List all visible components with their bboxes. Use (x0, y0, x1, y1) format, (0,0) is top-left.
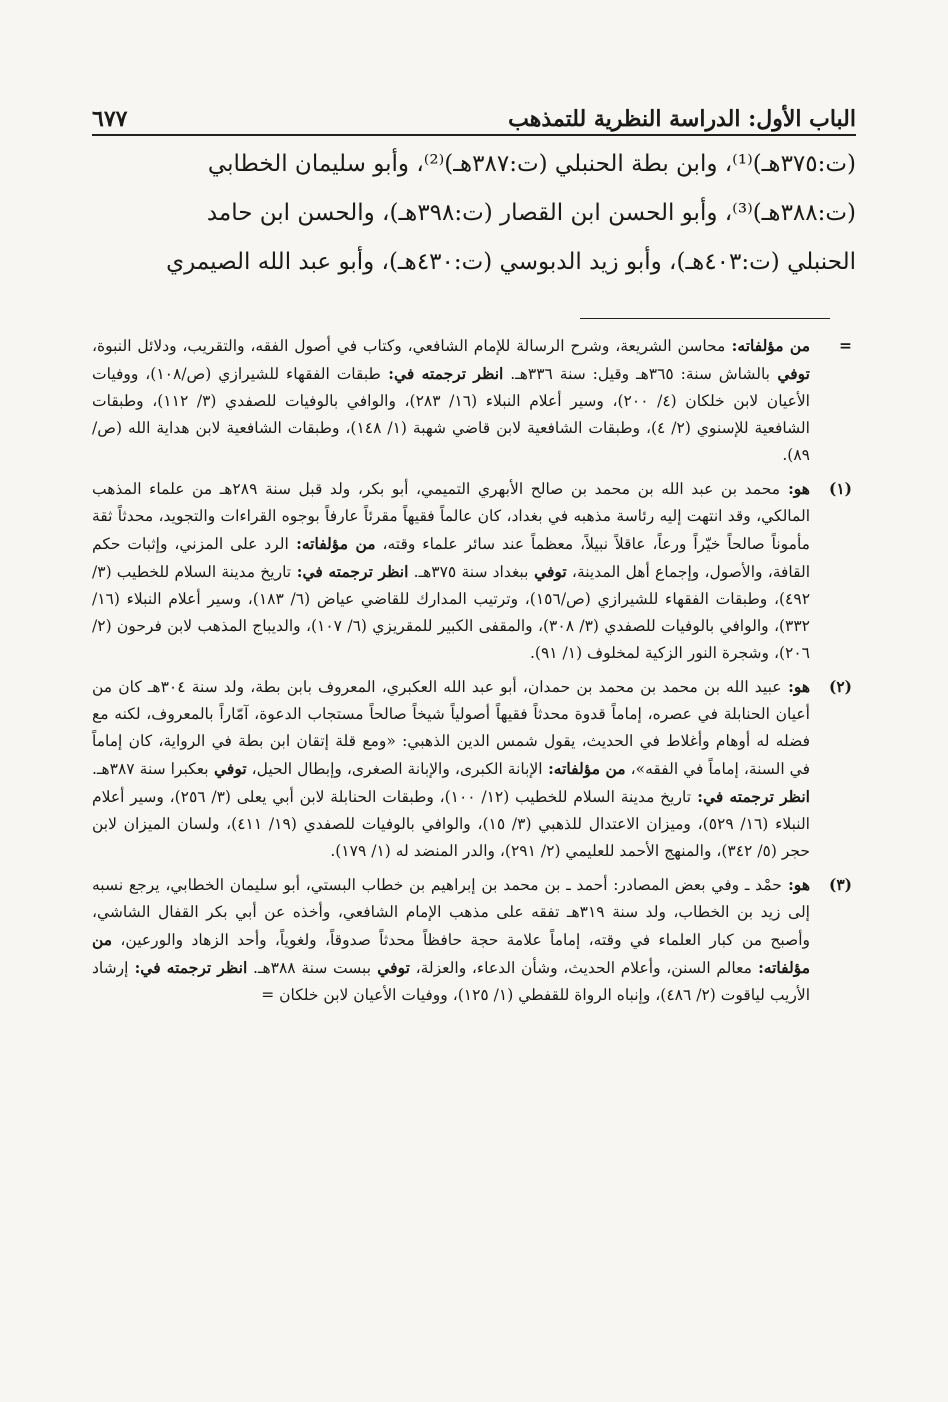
footnote-keyword: هو: (781, 875, 810, 894)
footnote-keyword: توفي (208, 759, 247, 778)
footnote-keyword: من مؤلفاته: (542, 759, 626, 778)
footnote-segment: طبقات الفقهاء للشيرازي (ص/١٠٨)، ووفيات الأعيان لابن خلكان (٤/ ٢٠٠)، وسير أعلام النبلاء (١٦/ ٢٨٣)، والوافي بالوفيات للصفدي (٣/ ١١٢)، وطبقات الشافعية للإسنوي (٢/ ٤)، وطبقات الشافعية لابن قاضي شهبة (١/ ١٤٨)، وطبقات الشافعية لابن هداية الله (ص/ ٨٩). (92, 365, 810, 464)
footnote (92, 871, 852, 1009)
page-number: ٦٧٧ (92, 106, 128, 132)
footnote-marker: (٢) (828, 677, 852, 696)
footnote-text (92, 871, 810, 1009)
footnote-marker: (٣) (828, 875, 852, 894)
footnote-keyword: توفي (769, 364, 810, 383)
footnote-keyword: توفي (371, 958, 410, 977)
footnote-text (92, 332, 810, 469)
footnote-segment: إرشاد الأريب لياقوت (٢/ ٤٨٦)، وإنباه الرواة للقفطي (١/ ١٢٥)، ووفيات الأعيان لابن خلكان = (92, 959, 810, 1004)
main-line: (ت:٣٧٥هـ)⁽¹⁾، وابن بطة الحنبلي (ت:٣٨٧هـ)⁽²⁾، وأبو سليمان الخطابي (207, 151, 856, 177)
footnote-keyword: انظر ترجمته في: (128, 958, 248, 977)
footnote-segment: الإبانة الكبرى، والإبانة الصغرى، وإبطال الحيل، (246, 760, 543, 778)
footnote-keyword: من مؤلفاته: (92, 930, 811, 977)
footnote-marker: (١) (828, 479, 852, 498)
footnote-keyword: من مؤلفاته: (725, 336, 810, 355)
running-title: الباب الأول: الدراسة النظرية للتمذهب (508, 106, 856, 132)
footnote-segment: معالم السنن، وأعلام الحديث، وشأن الدعاء، والعزلة، (409, 959, 752, 977)
main-text (92, 140, 856, 287)
footnote (92, 332, 852, 469)
footnote-segment: حمْد ـ وفي بعض المصادر: أحمد ـ بن محمد بن إبراهيم بن خطاب البستي، أبو سليمان الخطابي، يرجع نسبه إلى زيد بن الخطاب، ولد سنة ٣١٩هـ تفقه على مذهب الإمام الشافعي، وأخذه عن أبي بكر القفال الشاشي، وأصبح من كبار العلماء في وقته، إماماً علامة حجة حافظاً محدثاً صدوقاً، ولغوياً، وأحد الزهاد والورعين، (92, 876, 810, 949)
footnote-segment: ببست سنة ٣٨٨هـ. (247, 959, 372, 977)
footnote-separator (580, 318, 830, 319)
footnote-segment: الرد على المزني، وإثبات حكم القافة، والأصول، وإجماع أهل المدينة، (92, 535, 811, 581)
footnote-keyword: انظر ترجمته في: (691, 787, 810, 806)
main-line: الحنبلي (ت:٤٠٣هـ)، وأبو زيد الدبوسي (ت:٤٣٠هـ)، وأبو عبد الله الصيمري (166, 249, 856, 275)
footnote-keyword: انظر ترجمته في: (291, 562, 409, 581)
footnote-keyword: هو: (781, 677, 811, 696)
footnote-segment: تاريخ مدينة السلام للخطيب (٣/ ٤٩٢)، وطبقات الفقهاء للشيرازي (ص/١٥٦)، وترتيب المدارك للقاضي عياض (٦/ ١٨٣)، وسير أعلام النبلاء (١٦/ ٣٣٢)، والوافي بالوفيات للصفدي (٣/ ٣٠٨)، والمقفى الكبير للمقريزي (٦/ ١٠٧)، والديباج المذهب لابن فرحون (٢/ ٢٠٦)، وشجرة النور الزكية لمخلوف (١/ ٩١). (92, 563, 811, 662)
footnote-keyword: توفي (528, 562, 567, 581)
footnote-segment: عبيد الله بن محمد بن محمد بن حمدان، أبو عبد الله العكبري، المعروف بابن بطة، ولد سنة ٣٠٤هـ كان من أعيان الحنابلة في عصره، إماماً قدوة محدثاً فقيهاً أصولياً شيخاً صالحاً مستجاب الدعوة، آمّاراً بالمعروف، لكنه مع فضله له أوهام وأغلاط في الحديث، يقول شمس الدين الذهبي: «ومع قلة إتقان ابن بطة في الرواية، كان إماماً في السنة، إماماً في الفقه»، (92, 678, 810, 778)
footnote-text (92, 475, 810, 667)
page-header (92, 96, 856, 136)
footnote-marker: = (839, 336, 852, 355)
footnote-segment: ببغداد سنة ٣٧٥هـ. (408, 563, 529, 581)
footnote-keyword: من مؤلفاته: (288, 534, 376, 553)
footnote (92, 673, 852, 865)
footnote-segment: تاريخ مدينة السلام للخطيب (١٢/ ١٠٠)، وطبقات الحنابلة لابن أبي يعلى (٣/ ٢٥٦)، وسير أعلام النبلاء (١٦/ ٥٢٩)، وميزان الاعتدال للذهبي (٣/ ١٥)، والوافي بالوفيات للصفدي (١٩/ ٤١١)، ولسان الميزان لابن حجر (٥/ ٣٤٢)، والمنهج الأحمد للعليمي (٢/ ٢٩١)، والدر المنضد له (١/ ١٧٩). (92, 788, 810, 860)
footnote (92, 475, 852, 667)
footnote-keyword: هو: (780, 479, 810, 498)
footnote-keyword: انظر ترجمته في: (380, 364, 504, 383)
footnote-segment: محاسن الشريعة، وشرح الرسالة للإمام الشافعي، وكتاب في أصول الفقه، والتقريب، ودلائل النبوة، (92, 337, 726, 355)
footnote-text (92, 673, 810, 865)
main-line: (ت:٣٨٨هـ)⁽³⁾، وأبو الحسن ابن القصار (ت:٣٩٨هـ)، والحسن ابن حامد (206, 200, 856, 226)
footnote-segment: بالشاش سنة: ٣٦٥هـ وقيل: سنة ٣٣٦هـ. (503, 365, 770, 383)
footnote-segment: محمد بن عبد الله بن محمد بن صالح الأبهري التميمي، أبو بكر، ولد قبل سنة ٢٨٩هـ من علماء المذهب المالكي، وقد انتهت إليه رئاسة مذهبه في بغداد، كان عالماً فقيهاً مقرئاً عارفاً بوجوه القراءات والتجويد، محدثاً ثقة مأموناً صالحاً خيّراً ورعاً، عاقلاً نبيلاً، معظماً عند سائر علماء وقته، (92, 480, 810, 553)
footnotes (92, 332, 852, 1015)
footnote-segment: بعكبرا سنة ٣٨٧هـ. (92, 760, 209, 778)
